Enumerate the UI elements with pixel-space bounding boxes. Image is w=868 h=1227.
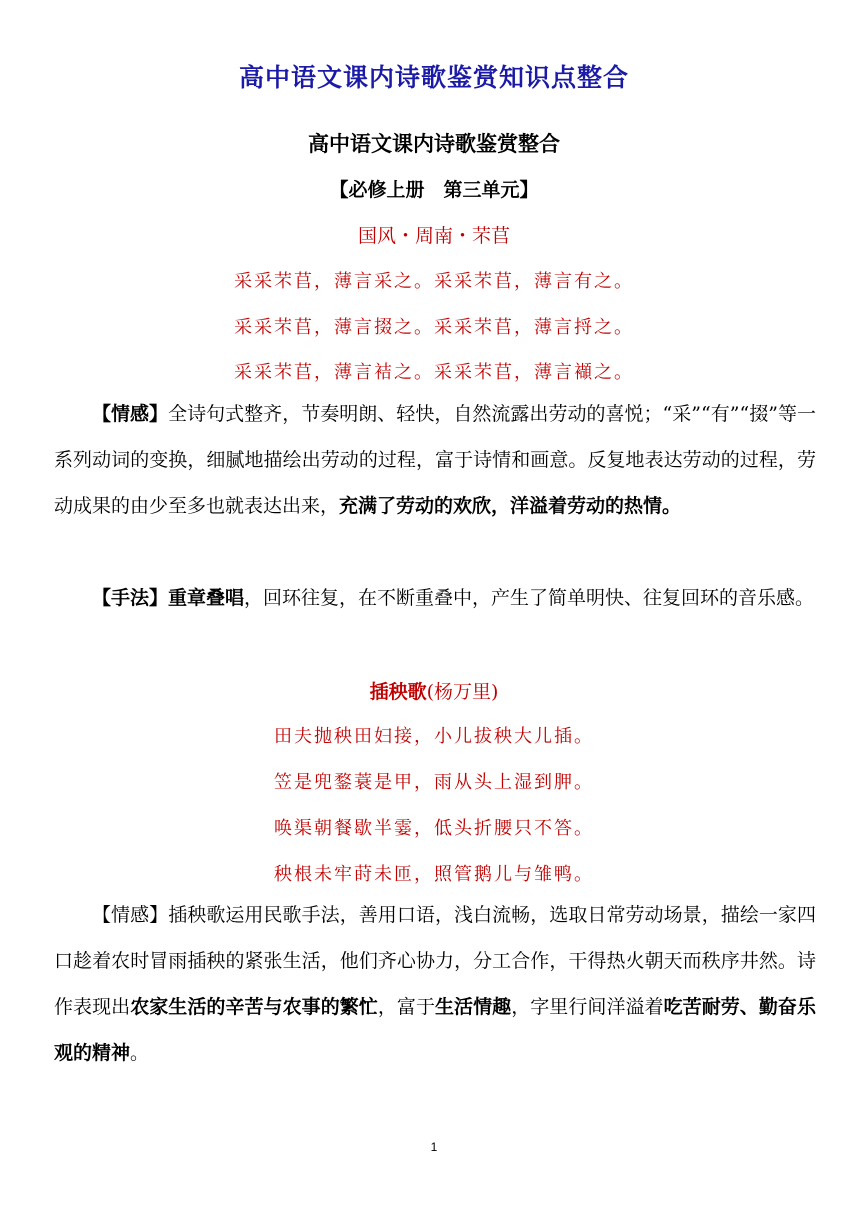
document-title: 高中语文课内诗歌鉴赏知识点整合 [238, 63, 629, 92]
emotion-highlight: 农家生活的辛苦与农事的繁忙 [130, 996, 378, 1018]
poem1-title: 国风・周南・芣苢 [357, 225, 510, 247]
poem2-emotion-paragraph [54, 892, 816, 1076]
emotion-highlight: 吃苦耐劳、勤奋乐观的精神 [54, 996, 816, 1064]
technique-highlight: 重章叠唱 [168, 587, 245, 609]
poem2-line: 唤渠朝餐歇半霎，低头折腰只不答。 [274, 818, 594, 839]
page-number: 1 [430, 1140, 438, 1154]
emotion-text: 。 [130, 1042, 150, 1064]
poem1-technique-paragraph [54, 575, 816, 621]
emotion-highlight: 生活情趣 [435, 996, 512, 1018]
poem1-emotion-paragraph [54, 391, 816, 529]
poem2-line: 秧根未牢莳未匝，照管鹅儿与雏鸭。 [274, 864, 594, 885]
poem1-line: 采采芣苢，薄言掇之。采采芣苢，薄言捋之。 [234, 317, 634, 338]
emotion-label: 【情感】 [92, 403, 169, 425]
poem2-title-author: (杨万里) [426, 681, 499, 703]
emotion-text: 插秧歌运用民歌手法，善用口语，浅白流畅，选取日常劳动场景，描绘一家四口趁着农时冒雨插秧的紧张生活，他们齐心协力，分工合作，干得热火朝天而秩序井然。诗作表现出 [54, 904, 816, 1018]
technique-label: 【手法】 [92, 587, 169, 609]
poem2-title [0, 677, 868, 704]
poem2-title-main: 插秧歌 [369, 681, 427, 703]
poem1-line: 采采芣苢，薄言采之。采采芣苢，薄言有之。 [234, 271, 634, 292]
technique-text: ，回环往复，在不断重叠中，产生了简单明快、往复回环的音乐感。 [244, 587, 815, 609]
emotion-text: ，富于 [377, 996, 435, 1018]
emotion-label: 【情感】 [92, 904, 169, 926]
poem2-line: 田夫抛秧田妇接，小儿拔秧大儿插。 [274, 726, 594, 747]
emotion-text: ，字里行间洋溢着 [511, 996, 664, 1018]
unit-heading: 【必修上册 第三单元】 [329, 179, 539, 201]
section-subtitle: 高中语文课内诗歌鉴赏整合 [308, 131, 560, 156]
poem2-line: 笠是兜鍪蓑是甲，雨从头上湿到胛。 [274, 772, 594, 793]
emotion-highlight: 充满了劳动的欢欣，洋溢着劳动的热情。 [339, 495, 682, 517]
emotion-text: 全诗句式整齐，节奏明朗、轻快，自然流露出劳动的喜悦；“采”“有”“掇”等一系列动词的变换，细腻地描绘出劳动的过程，富于诗情和画意。反复地表达劳动的过程，劳动成果的由少至多也就表达出来， [54, 403, 816, 517]
poem1-line: 采采芣苢，薄言袺之。采采芣苢，薄言襭之。 [234, 362, 634, 383]
